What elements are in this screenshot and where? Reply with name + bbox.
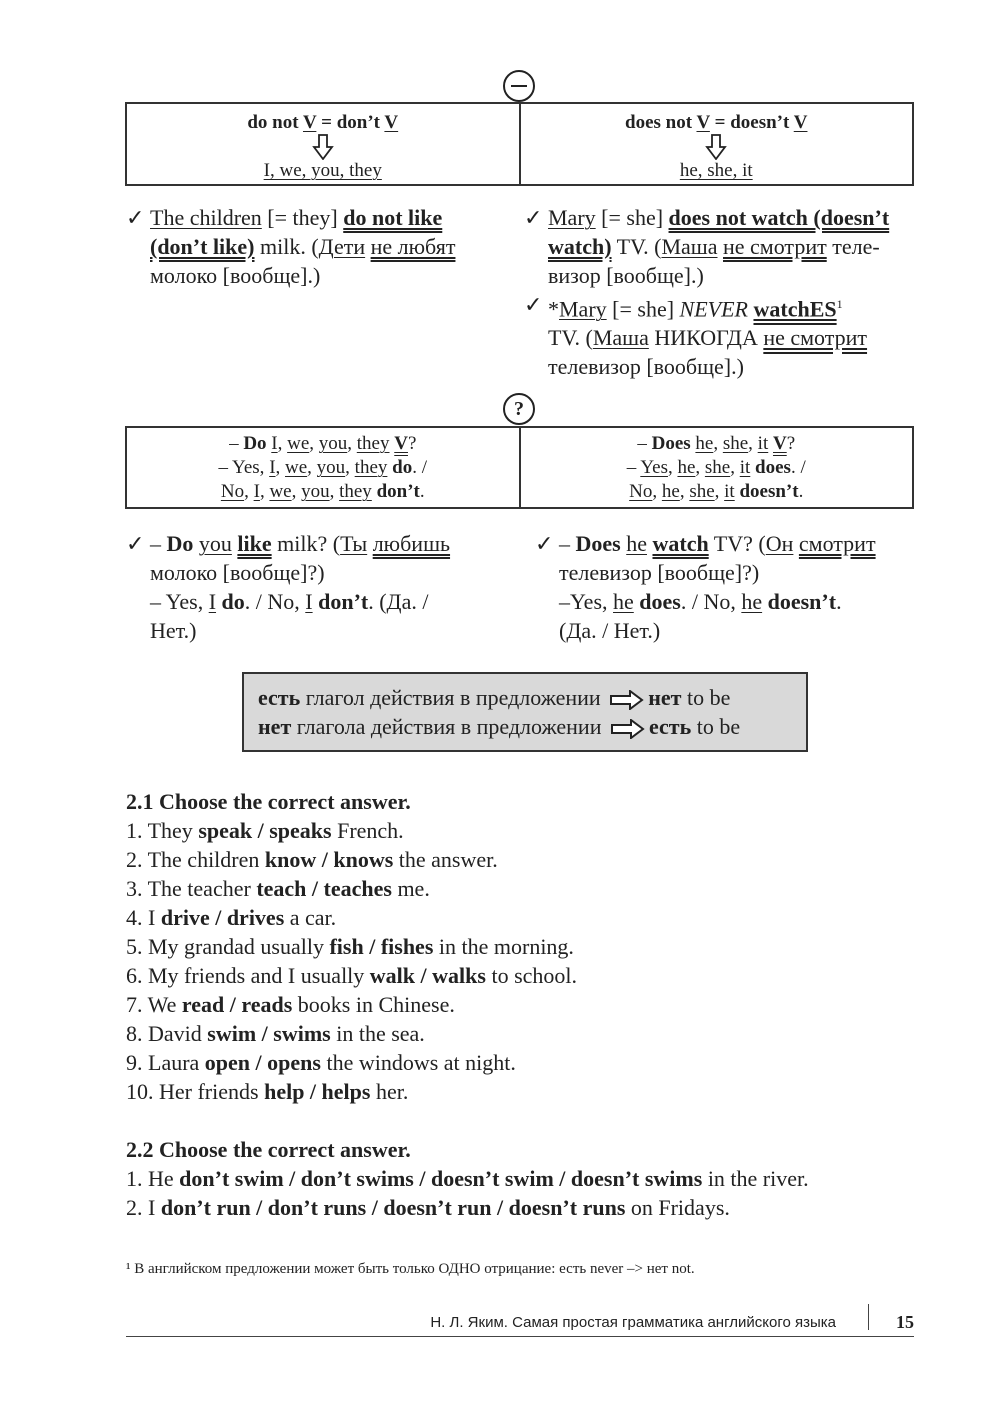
negative-example-plural [126,203,456,290]
negative-pronouns-plural: I, we, you, they [263,160,382,181]
exercise-title: 2.1 Choose the correct answer. [126,789,411,814]
example-text: The children [= they] do not like (don’t like) milk. (Дети не любят молоко [вообще].) [150,205,456,288]
footnote: ¹ В английском предложении может быть только ОДНО отрицание: есть never –> нет not. [126,1261,695,1277]
question-form-table [125,426,914,509]
question-cell-plural: – Do I, we, you, they V? – Yes, I, we, you, they do. / No, I, we, you, they don’t. [218,433,427,502]
negative-form-table [125,102,914,186]
question-example-singular [535,529,876,645]
exercise-items: 1. They speak / speaks French. 2. The children know / knows the answer. 3. The teacher teach / teaches me. 4. I drive / drives a car. 5. My grandad usually fish / fishes in the morning. 6. My friends and I usually walk / walks to school. 7. We read / reads books in Chinese. 8. David swim / swims in the sea. 9. Laura open / opens the windows at night. 10. Her friends help / helps her. [126,818,578,1104]
exercise-title: 2.2 Choose the correct answer. [126,1137,411,1162]
negative-symbol [503,70,535,102]
question-example-plural [126,529,451,645]
page-number: 15 [896,1312,914,1332]
check-icon: ✓ [126,205,145,230]
example-text: Mary [= she] does not watch (doesn’t watch) TV. (Маша не смотрит теле- визор [вообще].) [548,205,890,288]
minus-icon [511,85,527,88]
negative-example-never [524,290,868,381]
negative-pronouns-singular: he, she, it [679,160,753,181]
example-text: – Does he watch TV? (Он смотрит телевизор [вообще]?) –Yes, he does. / No, he doesn’t. (Да. / Нет.) [559,531,876,643]
question-mark-icon: ? [514,397,524,420]
negative-formula-plural: do not V = don’t V [247,112,399,133]
down-arrow-icon [705,134,727,160]
exercise-2-1 [126,787,577,1106]
negative-cell-plural [127,104,519,184]
question-symbol [503,393,535,425]
exercise-2-2 [126,1135,809,1222]
down-arrow-icon [312,134,334,160]
footer-book-title: Н. Л. Яким. Самая простая грамматика английского языка [430,1314,836,1331]
check-icon: ✓ [524,292,543,317]
check-icon: ✓ [524,205,543,230]
page-footer [126,1306,914,1337]
rule-box: есть глагол действия в предложении нет to be нет глагола действия в предложении есть to be [242,672,808,752]
example-text: *Mary [= she] NEVER watchES$^1$ TV. (Маша НИКОГДА не смотрит телевизор [вообще].) [548,296,868,380]
exercise-items: 1. He don’t swim / don’t swims / doesn’t swim / doesn’t swims in the river. 2. I don’t run / don’t runs / doesn’t run / doesn’t runs on Fridays. [126,1166,809,1220]
footer-divider [868,1304,870,1330]
negative-formula-singular: does not V = doesn’t V [625,112,808,133]
negative-example-singular [524,203,890,290]
question-cell-singular: – Does he, she, it V? – Yes, he, she, it does. / No, he, she, it doesn’t. [519,428,913,507]
check-icon: ✓ [535,531,554,556]
negative-cell-singular [519,104,913,184]
check-icon: ✓ [126,531,145,556]
example-text: – Do you like milk? (Ты любишь молоко [вообще]?) – Yes, I do. / No, I don’t. (Да. / Нет.) [150,531,451,643]
